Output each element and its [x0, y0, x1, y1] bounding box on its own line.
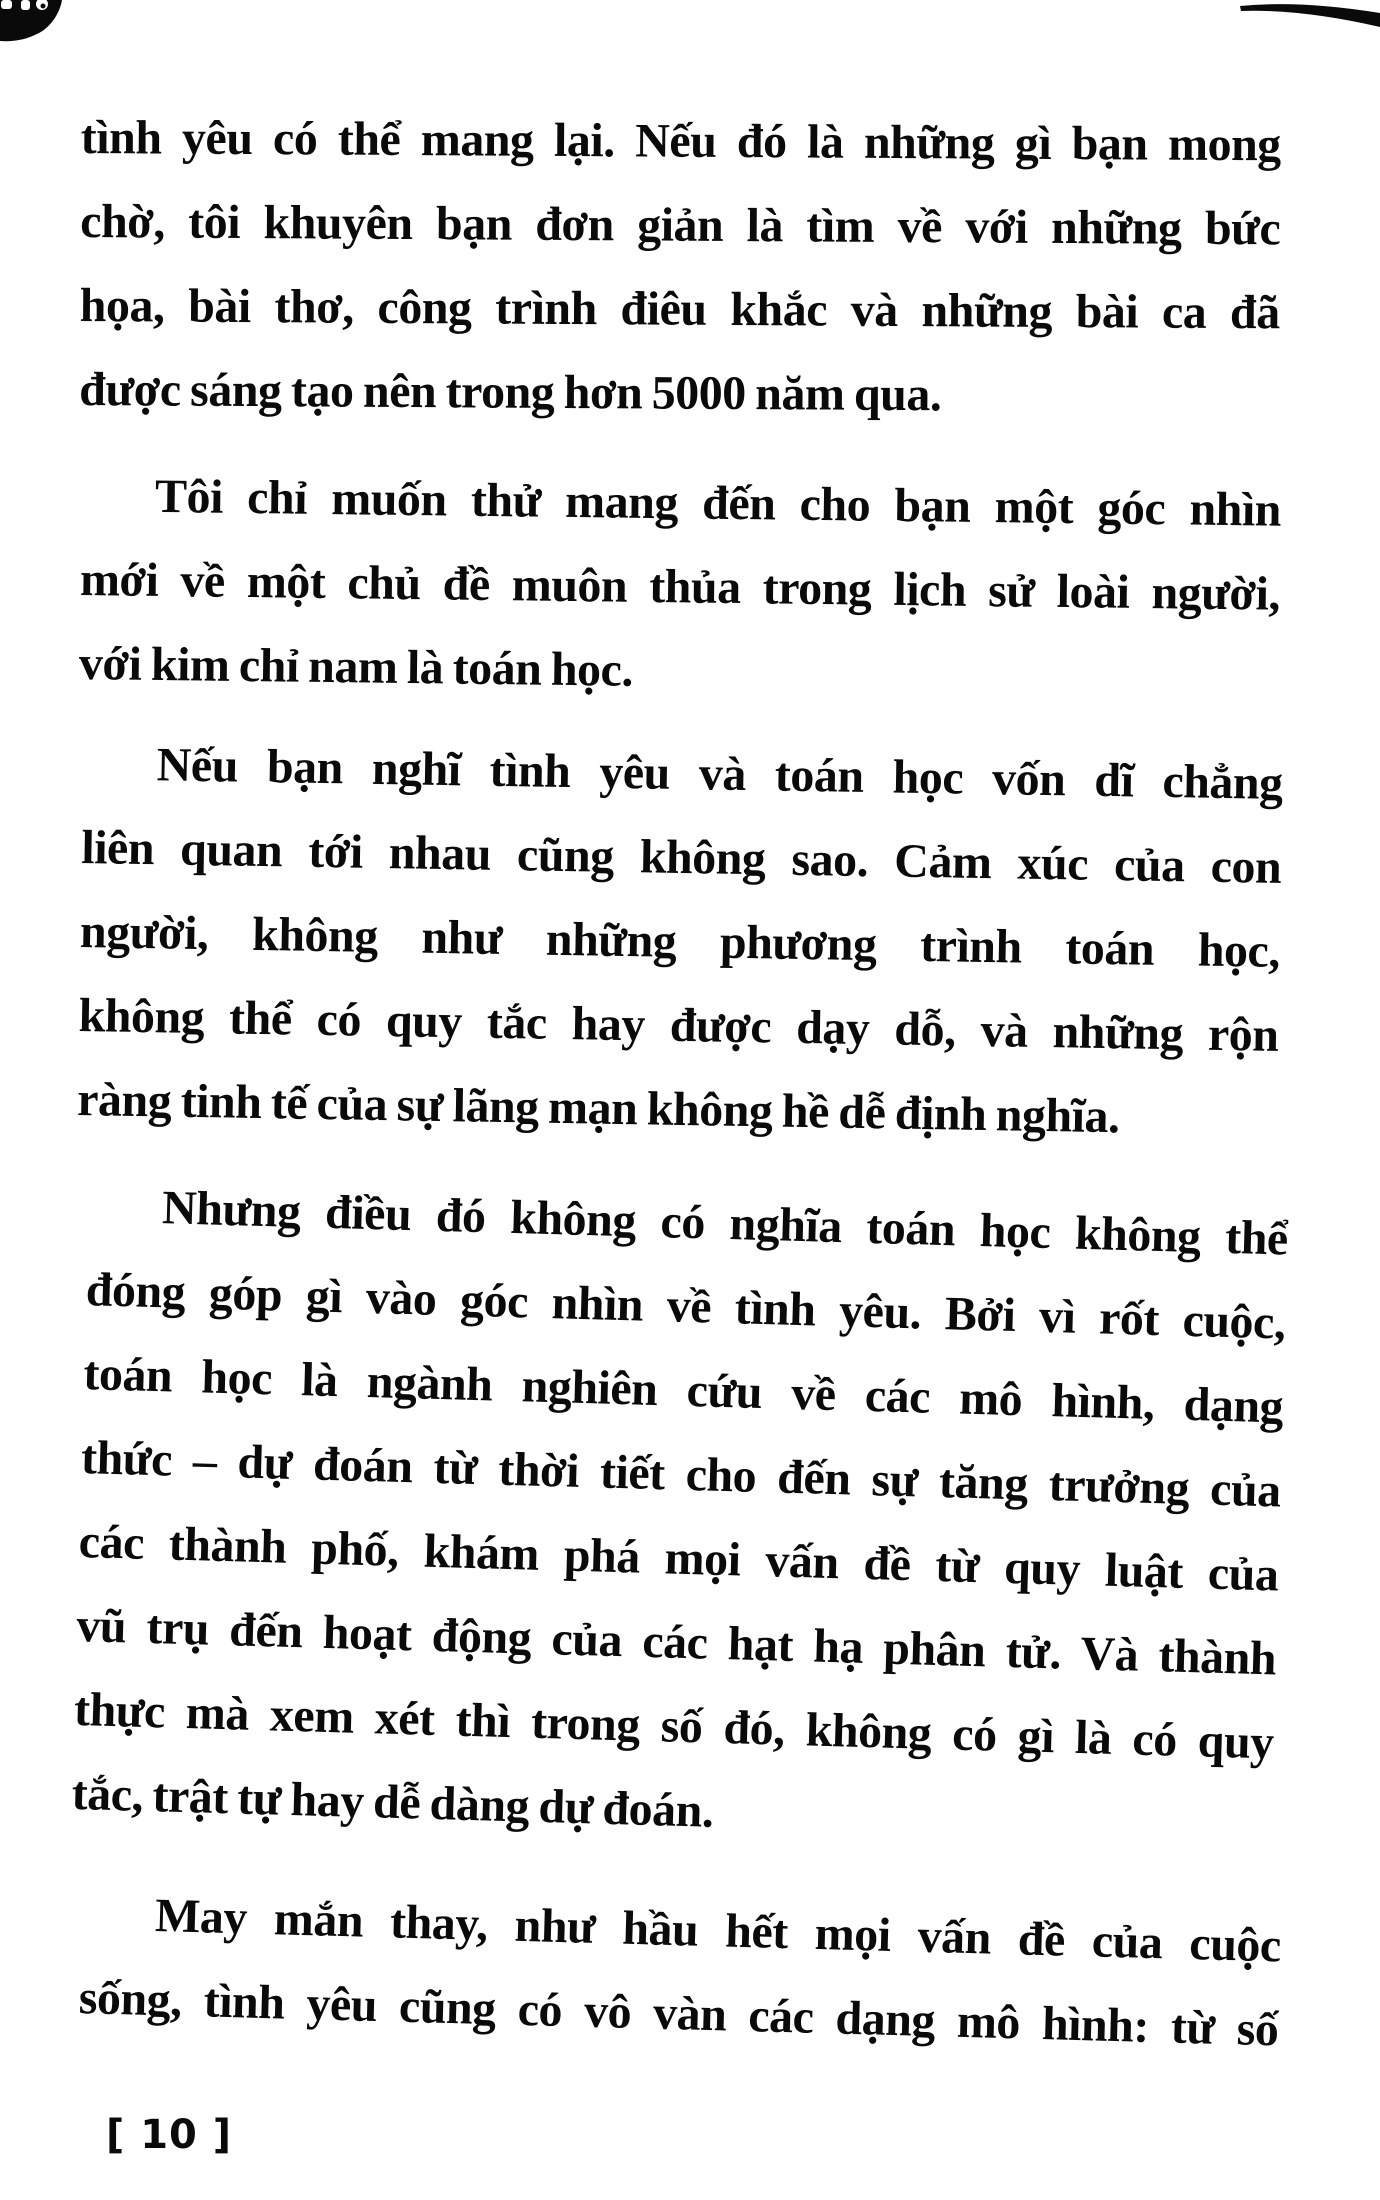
- text-line: được sáng tạo nên trong hơn 5000 năm qua.: [79, 362, 942, 422]
- paragraph: [77, 722, 1284, 1162]
- paragraph: [78, 454, 1281, 721]
- text-line: toán học là ngành nghiên cứu về các mô hình, dạng: [82, 1347, 1284, 1434]
- text-line: Nếu bạn nghĩ tình yêu và toán học vốn dĩ chẳng: [156, 738, 1284, 810]
- text-line: đóng góp gì vào góc nhìn về tình yêu. Bởi vì rốt cuộc,: [85, 1263, 1287, 1350]
- text-line: chờ, tôi khuyên bạn đơn giản là tìm về với những bức: [80, 195, 1281, 256]
- text-line: các thành phố, khám phá mọi vấn đề từ quy luật của: [78, 1514, 1280, 1602]
- text-line: tình yêu có thể mang lại. Nếu đó là những gì bạn mong: [80, 111, 1281, 172]
- text-line: không thể có quy tắc hay được dạy dỗ, và những rộn: [78, 988, 1279, 1062]
- text-line: liên quan tới nhau cũng không sao. Cảm xúc của con: [80, 821, 1282, 894]
- text-line: vũ trụ đến hoạt động của các hạt hạ phân tử. Và thành: [75, 1598, 1277, 1686]
- text-line: ràng tinh tế của sự lãng mạn không hề dễ định nghĩa.: [76, 1072, 1120, 1144]
- text-line: Nhưng điều đó không có nghĩa toán học không thể: [161, 1181, 1289, 1266]
- text-line: họa, bài thơ, công trình điêu khắc và những bài ca đã: [79, 278, 1280, 340]
- text-line: với kim chỉ nam là toán học.: [78, 636, 634, 697]
- text-line: Tôi chỉ muốn thử mang đến cho bạn một góc nhìn: [154, 469, 1282, 537]
- text-line: sống, tình yêu cũng có vô vàn các dạng mô hình: từ số: [78, 1970, 1280, 2057]
- paragraph: [71, 1164, 1289, 1869]
- paragraph: [78, 1872, 1282, 2072]
- paragraph: [79, 96, 1281, 439]
- text-line: người, không như những phương trình toán học,: [79, 905, 1281, 978]
- text-line: mới về một chủ đề muôn thủa trong lịch sử loài người,: [79, 553, 1281, 621]
- page-text: [71, 96, 1289, 2057]
- text-line: thực mà xem xét thì trong số đó, không có gì là có quy: [73, 1682, 1275, 1770]
- text-line: tắc, trật tự hay dễ dàng dự đoán.: [71, 1766, 715, 1838]
- curved-ink-stroke: [1240, 0, 1380, 40]
- page-number: [ 10 ]: [106, 2112, 233, 2158]
- ink-blot-corner-mark: [0, 0, 80, 60]
- text-line: May mắn thay, như hầu hết mọi vấn đề của cuộc: [154, 1889, 1282, 1973]
- text-line: thức – dự đoán từ thời tiết cho đến sự tăng trưởng của: [80, 1431, 1282, 1518]
